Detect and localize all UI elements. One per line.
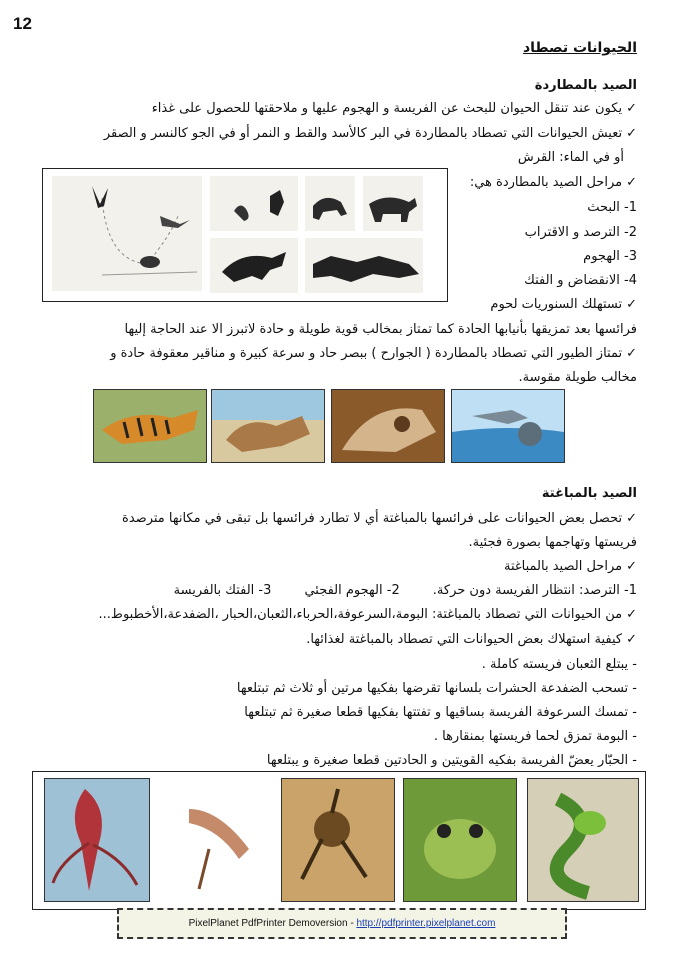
- s1-stage3: 3- الهجوم: [583, 249, 637, 264]
- frog-photo: [403, 778, 517, 902]
- snake-photo: [527, 778, 639, 902]
- s2-item1: - يبتلع الثعبان فريسته كاملة .: [481, 657, 637, 672]
- tiger-photo: [93, 389, 207, 463]
- s2-stages-line: 1- الترصد: انتظار الفريسة دون حركة. 2- الهجوم الفجئي 3- الفتك بالفريسة: [173, 583, 637, 598]
- s1-line1: ✓يكون عند تنقل الحيوان للبحث عن الفريسة و الهجوم عليها و ملاحقتها للحصول على غذاء: [151, 101, 637, 116]
- cat-search-image: [210, 176, 298, 231]
- s2-stages-title: ✓مراحل الصيد بالمباغتة: [503, 559, 637, 574]
- s2-line1: ✓تحصل بعض الحيوانات على فرائسها بالمباغتة أي لا تطارد فرائسها بل تبقى في مكانها مترصدة: [122, 511, 637, 526]
- page-title: الحيوانات تصطاد: [522, 40, 637, 56]
- cat-approach-image: [363, 176, 423, 231]
- footer-text: PixelPlanet PdfPrinter Demoversion -: [188, 918, 357, 929]
- s2-item2: - تسحب الضفدعة الحشرات بلسانها تقرضها بفكيها مرتين أو ثلاث ثم تبتلعها: [236, 681, 637, 696]
- s1-birds-line1: ✓تمتاز الطيور التي تصطاد بالمطاردة ( الجوارح ) ببصر حاد و سرعة كبيرة و مناقير معقوفة حادة و: [110, 346, 637, 361]
- s2-animals-line: ✓من الحيوانات التي تصطاد بالمباغتة: البومة،السرعوفة،الحرباء،الثعبان،الحبار ،الضفدعة،الأخطبوط...: [98, 607, 637, 622]
- s1-line2: ✓تعيش الحيوانات التي تصطاد بالمطاردة في البر كالأسد والقط و النمر أو في الجو كالنسر و الصقر: [103, 126, 637, 141]
- watermark-footer: [117, 908, 567, 939]
- eagle-prey-photo: [331, 389, 445, 463]
- eagle-hunt-image: [52, 176, 202, 291]
- cat-pounce-image: [305, 238, 423, 293]
- s1-line3: أو في الماء: القرش: [517, 150, 624, 165]
- cat-attack-image: [210, 238, 298, 293]
- squid-photo: [44, 778, 150, 902]
- s2-line2: فريستها وتهاجمها بصورة فجئية.: [468, 535, 637, 550]
- s2-consume-title: ✓كيفية استهلاك بعض الحيوانات التي تصطاد بالمباغتة لغذائها.: [306, 632, 637, 647]
- s1-stage4: 4- الانقضاض و الفتك: [524, 273, 637, 288]
- s1-stage2: 2- الترصد و الاقتراب: [524, 225, 637, 240]
- section2-heading: الصيد بالمباغتة: [541, 486, 637, 501]
- lion-hunt-photo: [211, 389, 325, 463]
- s1-stage1: 1- البحث: [587, 200, 637, 215]
- page-number: 12: [13, 14, 32, 33]
- s1-stages-title: ✓مراحل الصيد بالمطاردة هي:: [469, 175, 637, 190]
- s1-cats-line2: فرائسها بعد تمزيقها بأنيابها الحادة كما تمتاز بمخالب قوية طويلة و حادة لاتبرز الا عند الحاجة إليها: [124, 322, 637, 337]
- s2-item5: - الحبّار يعضّ الفريسة بفكيه القويتين و الحادتين قطعا صغيرة و يبتلعها: [266, 753, 637, 768]
- cat-stalk-image: [305, 176, 355, 231]
- footer-link[interactable]: http://pdfprinter.pixelplanet.com: [356, 918, 496, 929]
- s1-birds-line2: مخالب طويلة مقوسة.: [518, 370, 637, 385]
- section1-heading: الصيد بالمطاردة: [534, 78, 637, 93]
- owl-prey-photo: [158, 778, 272, 902]
- mantis-photo: [281, 778, 395, 902]
- shark-photo: [451, 389, 565, 463]
- s2-item4: - البومة تمزق لحما فريستها بمنقارها .: [433, 729, 637, 744]
- s1-cats-line: ✓تستهلك السنوريات لحوم: [490, 297, 637, 312]
- s2-item3: - تمسك السرعوفة الفريسة بساقيها و تفتتها بفكيها قطعا صغيرة ثم تبتلعها: [244, 705, 637, 720]
